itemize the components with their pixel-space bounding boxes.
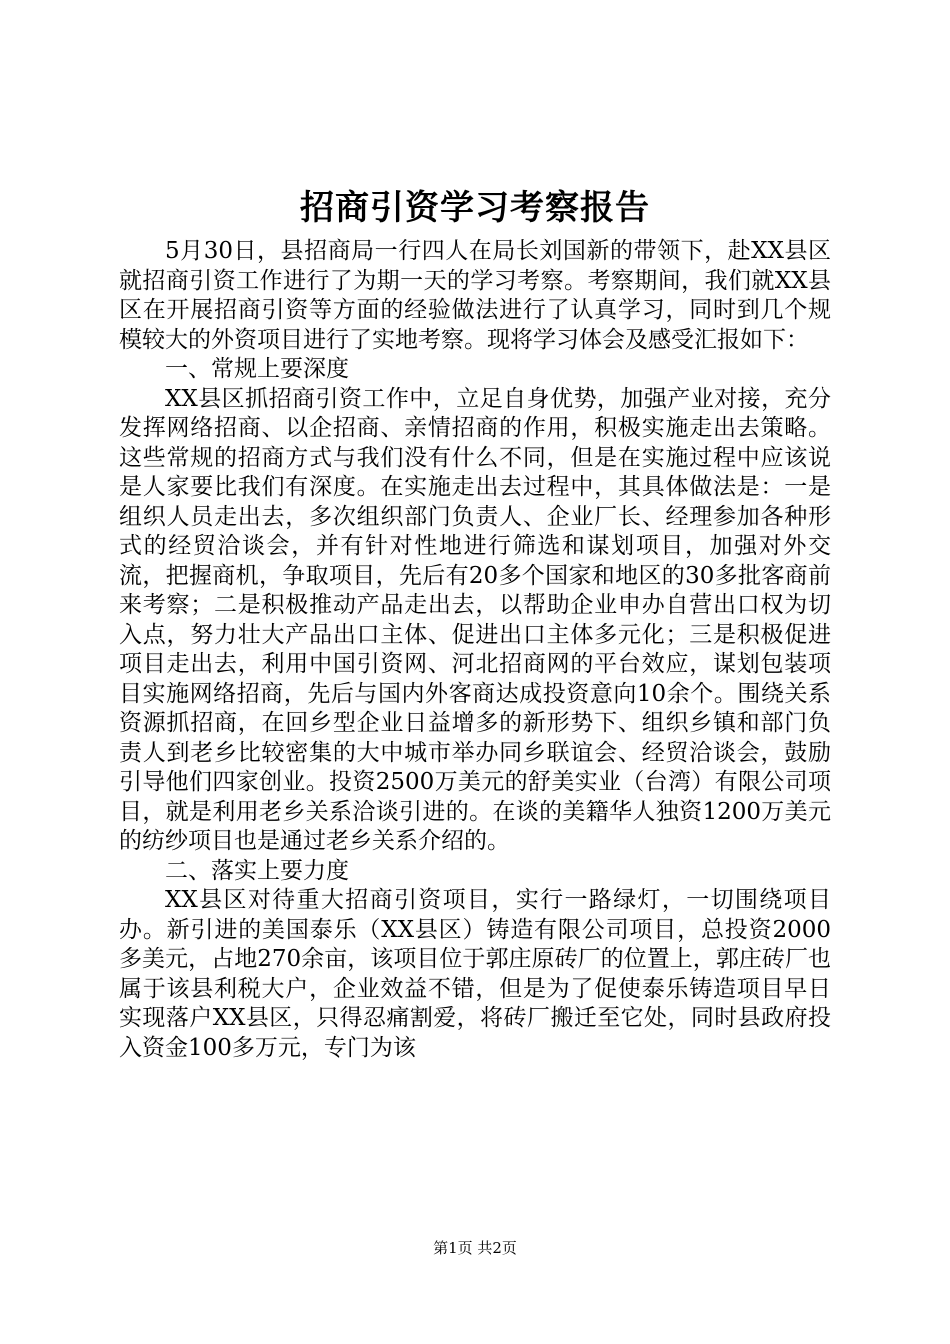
section-heading-1: 一、常规上要深度 [165, 356, 349, 382]
document-title: 招商引资学习考察报告 [300, 188, 650, 228]
section-heading-2: 二、落实上要力度 [165, 857, 349, 884]
page-footer: 第1页 共2页 [433, 1239, 517, 1257]
paragraph-section-2: XX县区对待重大招商引资项目，实行一路绿灯，一切围绕项目办。新引进的美国泰乐（XX县区）铸造有限公司项目，总投资2000多美元，占地270余亩，该项目位于郭庄原砖厂的位置上，郭庄砖厂也属于该县利税大户，企业效益不错，但是为了促使泰乐铸造项目早日实现落户XX县区，只得忍痛割爱，将砖厂搬迁至它处，同时县政府投入资金100多万元，专门为该 [119, 887, 831, 1061]
paragraph-section-1: XX县区抓招商引资工作中，立足自身优势，加强产业对接，充分发挥网络招商、以企招商、亲情招商的作用，积极实施走出去策略。这些常规的招商方式与我们没有什么不同，但是在实施过程中应该说是人家要比我们有深度。在实施走出去过程中，其具体做法是：一是组织人员走出去，多次组织部门负责人、企业厂长、经理参加各种形式的经贸洽谈会，并有针对性地进行筛选和谋划项目，加强对外交流，把握商机，争取项目，先后有20多个国家和地区的30多批客商前来考察；二是积极推动产品走出去，以帮助企业申办自营出口权为切入点，努力壮大产品出口主体、促进出口主体多元化；三是积极促进项目走出去，利用中国引资网、河北招商网的平台效应，谋划包装项目实施网络招商，先后与国内外客商达成投资意向10余个。围绕关系资源抓招商，在回乡型企业日益增多的新形势下、组织乡镇和部门负责人到老乡比较密集的大中城市举办同乡联谊会、经贸洽谈会，鼓励引导他们四家创业。投资2500万美元的舒美实业（台湾）有限公司项目，就是利用老乡关系洽谈引进的。在谈的美籍华人独资1200万美元的纺纱项目也是通过老乡关系介绍的。 [119, 385, 831, 854]
document-body [119, 237, 831, 1063]
paragraph-intro: 5月30日，县招商局一行四人在局长刘国新的带领下，赴XX县区就招商引资工作进行了为期一天的学习考察。考察期间，我们就XX县区在开展招商引资等方面的经验做法进行了认真学习，同时到几个规模较大的外资项目进行了实地考察。现将学习体会及感受汇报如下： [119, 238, 831, 353]
